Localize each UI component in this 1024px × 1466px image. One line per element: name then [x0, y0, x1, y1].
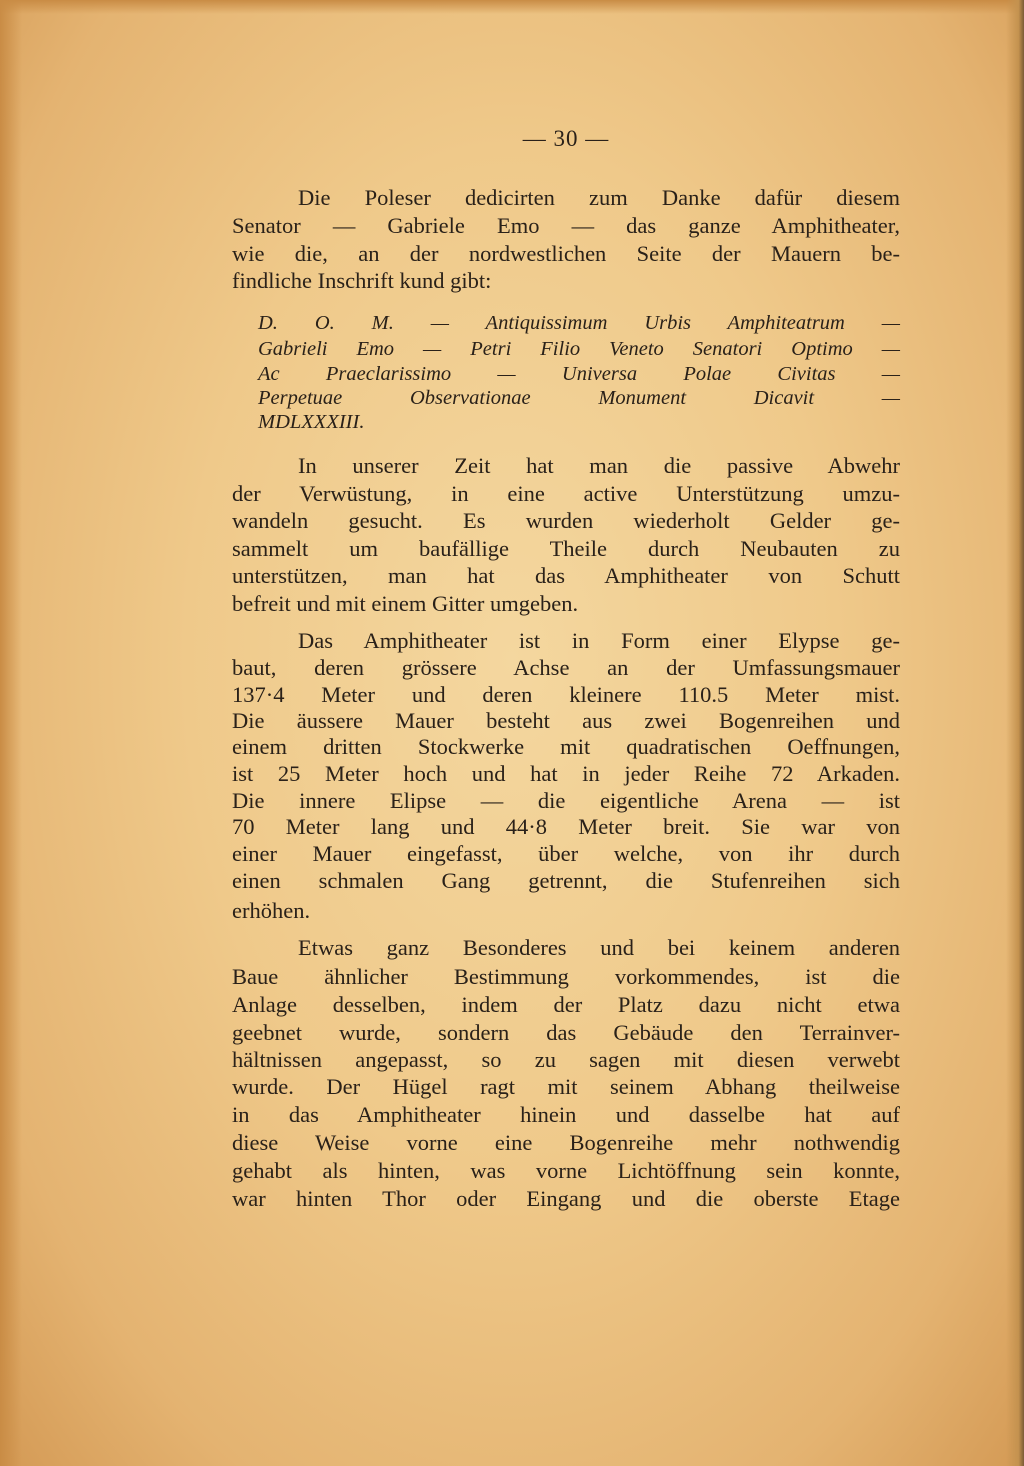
text-line: hältnissen angepasst, so zu sagen mit diesen verwebt	[232, 1047, 900, 1072]
text-line: einem dritten Stockwerke mit quadratischen Oeffnungen,	[232, 734, 900, 759]
text-line: Etwas ganz Besonderes und bei keinem anderen	[298, 935, 900, 960]
text-line: diese Weise vorne eine Bogenreihe mehr nothwendig	[232, 1130, 900, 1155]
page-edge-left	[0, 0, 22, 1466]
text-line: Anlage desselben, indem der Platz dazu nicht etwa	[232, 992, 900, 1017]
text-line: Die innere Elipse — die eigentliche Arena — ist	[232, 788, 900, 813]
text-line: wurde. Der Hügel ragt mit seinem Abhang theilweise	[232, 1074, 900, 1099]
text-line: baut, deren grössere Achse an der Umfassungsmauer	[232, 655, 900, 680]
text-line: wie die, an der nordwestlichen Seite der Mauern be-	[232, 241, 900, 266]
text-line: ist 25 Meter hoch und hat in jeder Reihe 72 Arkaden.	[232, 761, 900, 786]
text-line: erhöhen.	[232, 898, 311, 923]
inscription-line: Gabrieli Emo — Petri Filio Veneto Senatori Optimo —	[258, 338, 900, 360]
text-line: in das Amphitheater hinein und dasselbe hat auf	[232, 1102, 900, 1127]
text-line: Die äussere Mauer besteht aus zwei Bogenreihen und	[232, 708, 900, 733]
text-line: einen schmalen Gang getrennt, die Stufenreihen sich	[232, 868, 900, 893]
text-line: war hinten Thor oder Eingang und die oberste Etage	[232, 1186, 900, 1211]
text-line: der Verwüstung, in eine active Unterstützung umzu-	[232, 481, 900, 506]
text-line: wandeln gesucht. Es wurden wiederholt Gelder ge-	[232, 508, 900, 533]
text-line: Die Poleser dedicirten zum Danke dafür diesem	[298, 185, 900, 210]
text-line: In unserer Zeit hat man die passive Abwehr	[298, 453, 900, 478]
text-line: unterstützen, man hat das Amphitheater von Schutt	[232, 563, 900, 588]
text-line: sammelt um baufällige Theile durch Neubauten zu	[232, 536, 900, 561]
inscription-line: D. O. M. — Antiquissimum Urbis Amphiteatrum —	[258, 312, 900, 334]
text-line: 70 Meter lang und 44·8 Meter breit. Sie war von	[232, 814, 900, 839]
text-line: Baue ähnlicher Bestimmung vorkommendes, ist die	[232, 964, 900, 989]
text-line: befreit und mit einem Gitter umgeben.	[232, 591, 579, 616]
text-line: Das Amphitheater ist in Form einer Elypse ge-	[298, 628, 900, 653]
text-line: Senator — Gabriele Emo — das ganze Amphitheater,	[232, 213, 900, 238]
page-edge-top	[0, 0, 1024, 14]
inscription-line: MDLXXXIII.	[258, 411, 365, 433]
text-line: 137·4 Meter und deren kleinere 110.5 Meter mist.	[232, 682, 900, 707]
text-line: gehabt als hinten, was vorne Lichtöffnung sein konnte,	[232, 1158, 900, 1183]
text-line: geebnet wurde, sondern das Gebäude den Terrainver-	[232, 1020, 900, 1045]
text-line: einer Mauer eingefasst, über welche, von ihr durch	[232, 841, 900, 866]
inscription-line: Perpetuae Observationae Monument Dicavit —	[258, 387, 900, 409]
text-line: findliche Inschrift kund gibt:	[232, 268, 492, 293]
inscription-line: Ac Praeclarissimo — Universa Polae Civitas —	[258, 363, 900, 385]
page-edge-right	[1006, 0, 1024, 1466]
page-number: — 30 —	[522, 126, 610, 151]
